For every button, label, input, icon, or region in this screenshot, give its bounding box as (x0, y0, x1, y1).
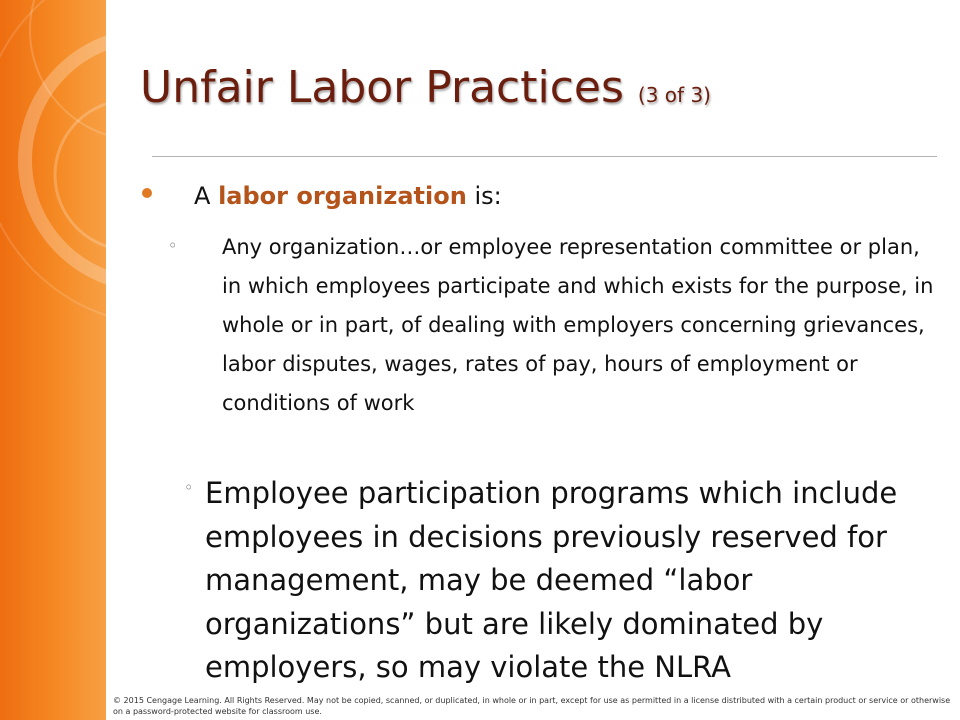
page-title (140, 62, 711, 121)
bullet-highlight: labor organization (218, 182, 467, 210)
sub-bullet-definition: Any organization…or employee representation committee or plan, in which employees participate and which exists for the purpose, in whole or in part, of dealing with employers concerning grievances, labor disputes, wages, rates of pay, hours of employment or conditions of work (222, 235, 934, 415)
sub-bullet-ring-icon: ◦ (184, 478, 194, 497)
bullet-dot-icon (142, 188, 152, 198)
decorative-arcs (0, 0, 106, 720)
sub-bullet-participation: Employee participation programs which include employees in decisions previously reserved for management, may be deemed “labor organizations” but are likely dominated by employers, so may violate the NLRA (205, 476, 898, 684)
bullet-suffix: is: (474, 182, 502, 210)
bullet-text (194, 178, 502, 214)
sidebar-decoration (0, 0, 106, 720)
title-main: Unfair Labor Practices (140, 62, 624, 113)
title-divider (152, 156, 937, 157)
title-sub: (3 of 3) (637, 83, 711, 107)
bullet-prefix: A (194, 182, 211, 210)
copyright-footer: © 2015 Cengage Learning. All Rights Reserved. May not be copied, scanned, or duplicated, in whole or in part, except for use as permitted in a license distributed with a certain product or service or otherwise on a password-protected website for classroom use. (113, 696, 951, 716)
sub-bullet-ring-icon: ◦ (168, 236, 178, 255)
